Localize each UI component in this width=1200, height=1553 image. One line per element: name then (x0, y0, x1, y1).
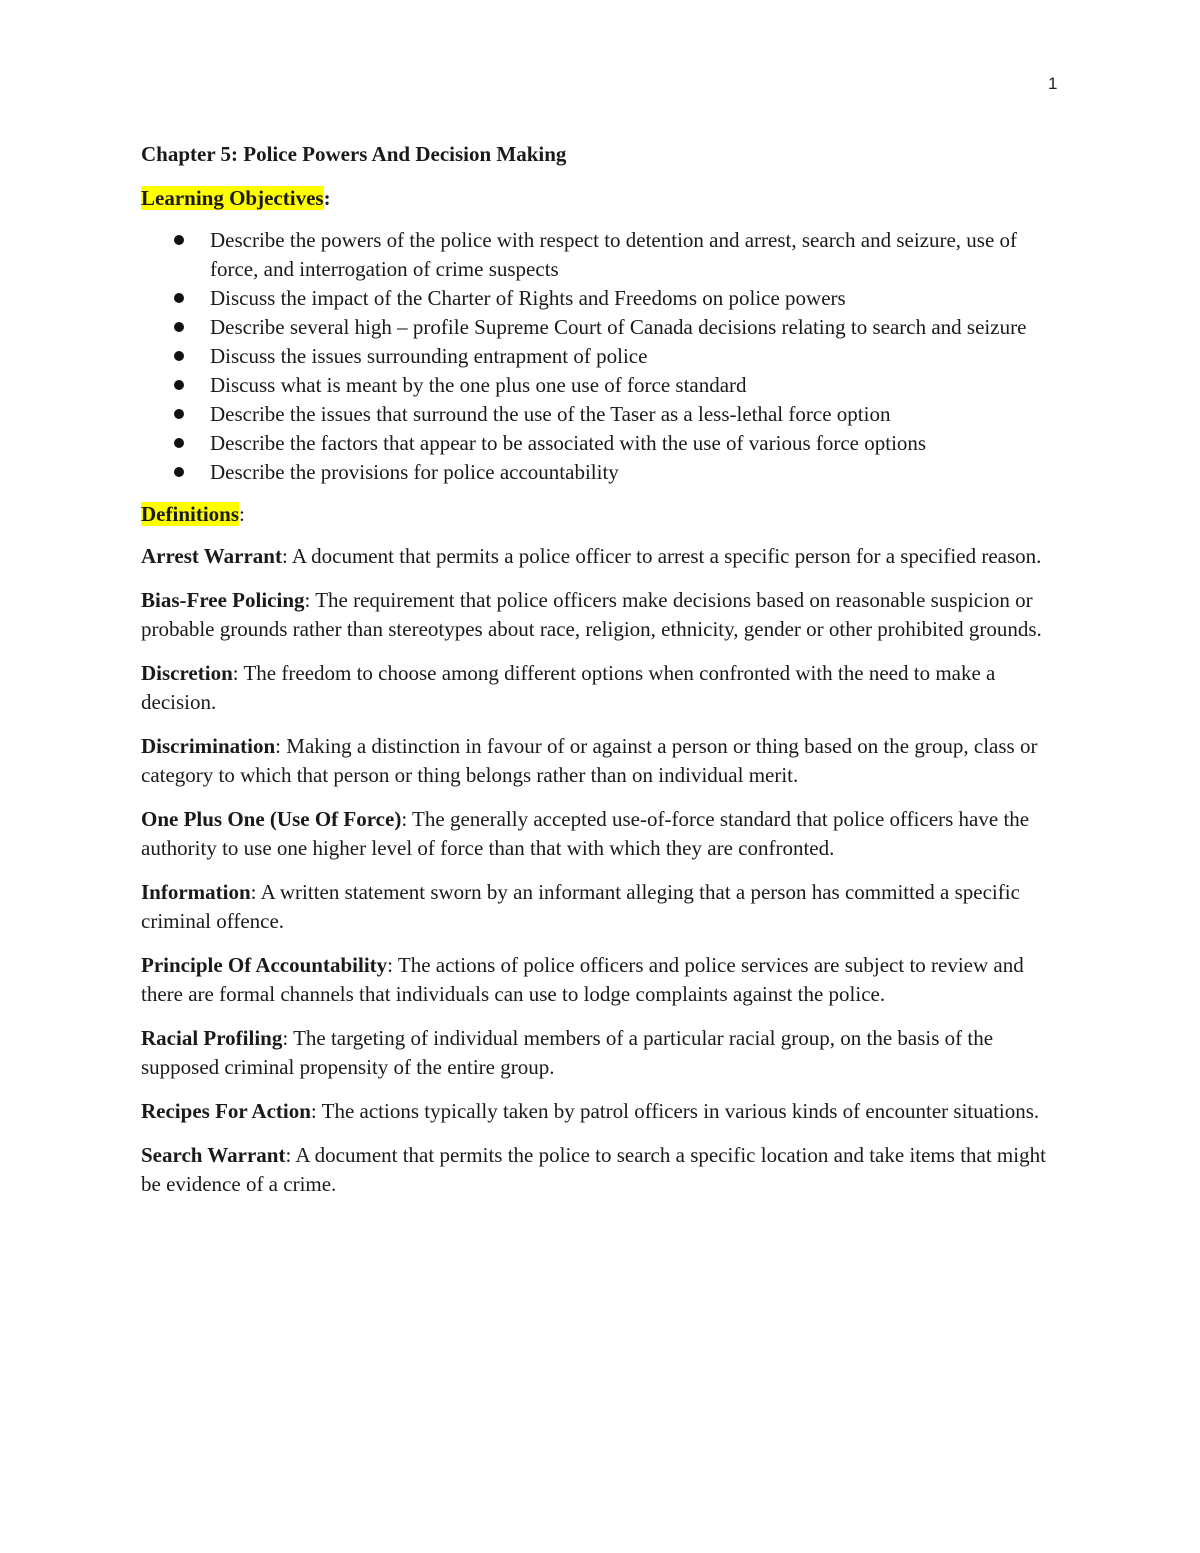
definition-text: The freedom to choose among different options when confronted with the need to make a decision. (141, 661, 996, 714)
definition-principle-of-accountability: Principle Of Accountability: The actions of police officers and police services are subject to review and there are formal channels that individuals can use to lodge complaints against the police. (141, 953, 1024, 1006)
objectives-heading: Learning Objectives: (141, 186, 331, 210)
bullet-icon (174, 351, 184, 361)
definition-text: A document that permits the police to search a specific location and take items that might be evidence of a crime. (141, 1143, 1046, 1196)
bullet-icon (174, 467, 184, 477)
definition-term: Information (141, 880, 251, 904)
definition-one-plus-one: One Plus One (Use Of Force): The generally accepted use-of-force standard that police officers have the authority to use one higher level of force than that with which they are confronted. (141, 807, 1030, 860)
bullet-icon (174, 380, 184, 390)
definition-term: Discrimination (141, 734, 276, 758)
definition-search-warrant: Search Warrant: A document that permits the police to search a specific location and take items that might be evidence of a crime. (141, 1143, 1046, 1196)
definition-term: One Plus One (Use Of Force) (141, 807, 402, 831)
objective-text: Describe the factors that appear to be associated with the use of various force options (210, 431, 927, 455)
definition-term: Discretion (141, 661, 233, 685)
objective-text: Discuss what is meant by the one plus one use of force standard (210, 373, 747, 397)
page-number: 1 (1048, 74, 1058, 93)
definition-text: The actions of police officers and police services are subject to review and there are formal channels that individuals can use to lodge complaints against the police. (141, 953, 1024, 1006)
list-item (141, 284, 1061, 313)
definition-bias-free-policing: Bias-Free Policing: The requirement that police officers make decisions based on reasonable suspicion or probable grounds rather than stereotypes about race, religion, ethnicity, gender or other prohibited grounds. (141, 588, 1042, 641)
objective-text: Discuss the issues surrounding entrapment of police (210, 344, 648, 368)
definition-text: The generally accepted use-of-force standard that police officers have the authority to use one higher level of force than that with which they are confronted. (141, 807, 1030, 860)
definition-term: Arrest Warrant (141, 544, 282, 568)
definition-text: The requirement that police officers make decisions based on reasonable suspicion or probable grounds rather than stereotypes about race, religion, ethnicity, gender or other prohibited grounds. (141, 588, 1042, 641)
objective-text: Describe the provisions for police accountability (210, 460, 619, 484)
definition-text: A written statement sworn by an informant alleging that a person has committed a specific criminal offence. (141, 880, 1020, 933)
definition-term: Racial Profiling (141, 1026, 283, 1050)
definition-racial-profiling: Racial Profiling: The targeting of individual members of a particular racial group, on the basis of the supposed criminal propensity of the entire group. (141, 1026, 994, 1079)
bullet-icon (174, 438, 184, 448)
bullet-icon (174, 409, 184, 419)
list-item (141, 400, 1061, 429)
bullet-icon (174, 322, 184, 332)
definition-term: Recipes For Action (141, 1099, 311, 1123)
bullet-icon (174, 235, 184, 245)
list-item (141, 226, 1061, 284)
definition-term: Bias-Free Policing (141, 588, 305, 612)
objective-text: Describe several high – profile Supreme Court of Canada decisions relating to search and seizure (210, 315, 1027, 339)
list-item (141, 458, 1061, 487)
document-body (141, 140, 1061, 1214)
objectives-heading-label: Learning Objectives (141, 186, 324, 210)
list-item (141, 429, 1061, 458)
chapter-title: Chapter 5: Police Powers And Decision Making (141, 142, 567, 166)
definitions-heading-label: Definitions (141, 502, 240, 526)
definition-text: Making a distinction in favour of or against a person or thing based on the group, class or category to which that person or thing belongs rather than on individual merit. (141, 734, 1038, 787)
objectives-list (141, 226, 1061, 487)
list-item (141, 371, 1061, 400)
definition-recipes-for-action: Recipes For Action: The actions typically taken by patrol officers in various kinds of encounter situations. (141, 1099, 1040, 1123)
definition-discrimination: Discrimination: Making a distinction in favour of or against a person or thing based on the group, class or category to which that person or thing belongs rather than on individual merit. (141, 734, 1038, 787)
definition-discretion: Discretion: The freedom to choose among different options when confronted with the need to make a decision. (141, 661, 996, 714)
bullet-icon (174, 293, 184, 303)
objective-text: Describe the powers of the police with respect to detention and arrest, search and seizure, use of force, and interrogation of crime suspects (210, 228, 1018, 281)
definition-text: The targeting of individual members of a particular racial group, on the basis of the supposed criminal propensity of the entire group. (141, 1026, 994, 1079)
definition-text: A document that permits a police officer to arrest a specific person for a specified reason. (291, 544, 1042, 568)
list-item (141, 313, 1061, 342)
objective-text: Discuss the impact of the Charter of Rights and Freedoms on police powers (210, 286, 846, 310)
definition-term: Principle Of Accountability (141, 953, 388, 977)
definition-text: The actions typically taken by patrol officers in various kinds of encounter situations. (321, 1099, 1040, 1123)
objective-text: Describe the issues that surround the use of the Taser as a less-lethal force option (210, 402, 891, 426)
definition-arrest-warrant: Arrest Warrant: A document that permits a police officer to arrest a specific person for a specified reason. (141, 544, 1042, 568)
definitions-heading: Definitions: (141, 502, 245, 526)
definition-term: Search Warrant (141, 1143, 286, 1167)
definition-information: Information: A written statement sworn by an informant alleging that a person has committed a specific criminal offence. (141, 880, 1020, 933)
list-item (141, 342, 1061, 371)
